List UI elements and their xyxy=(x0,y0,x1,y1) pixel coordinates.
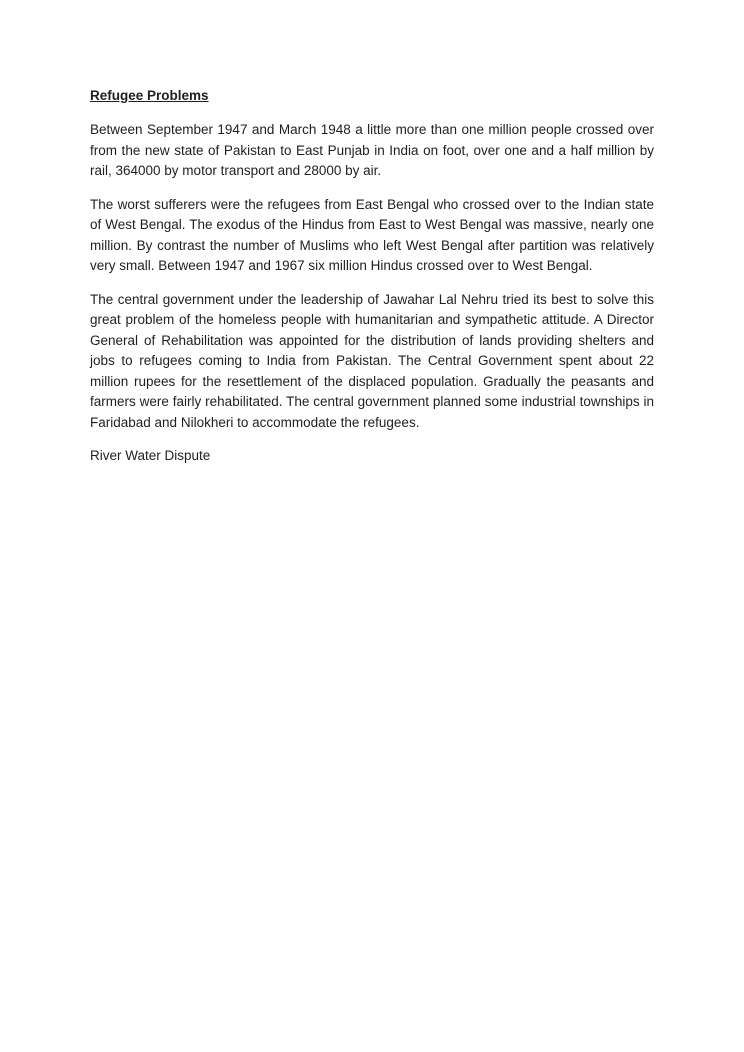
paragraph-river-water-dispute: River Water Dispute xyxy=(90,448,211,464)
section-heading: Refugee Problems xyxy=(90,88,209,103)
paragraph-refugee-migration-numbers: Between September 1947 and March 1948 a little more than one million people crossed over from the new state of Pakistan to East Punjab in India on foot, over one and a half million by rail, 364000 by motor transport and 28000 by air. xyxy=(90,122,654,179)
paragraph-government-rehabilitation: The central government under the leadership of Jawahar Lal Nehru tried its best to solve this great problem of the homeless people with humanitarian and sympathetic attitude. A Director General of Rehabilitation was appointed for the distribution of lands providing shelters and jobs to refugees coming to India from Pakistan. The Central Government spent about 22 million rupees for the resettlement of the displaced population. Gradually the peasants and farmers were fairly rehabilitated. The central government planned some industrial townships in Faridabad and Nilokheri to accommodate the refugees. xyxy=(90,291,654,430)
paragraph-bengal-refugees: The worst sufferers were the refugees from East Bengal who crossed over to the Indian state of West Bengal. The exodus of the Hindus from East to West Bengal was massive, nearly one million. By contrast the number of Muslims who left West Bengal after partition was relatively very small. Between 1947 and 1967 six million Hindus crossed over to West Bengal. xyxy=(90,196,654,274)
